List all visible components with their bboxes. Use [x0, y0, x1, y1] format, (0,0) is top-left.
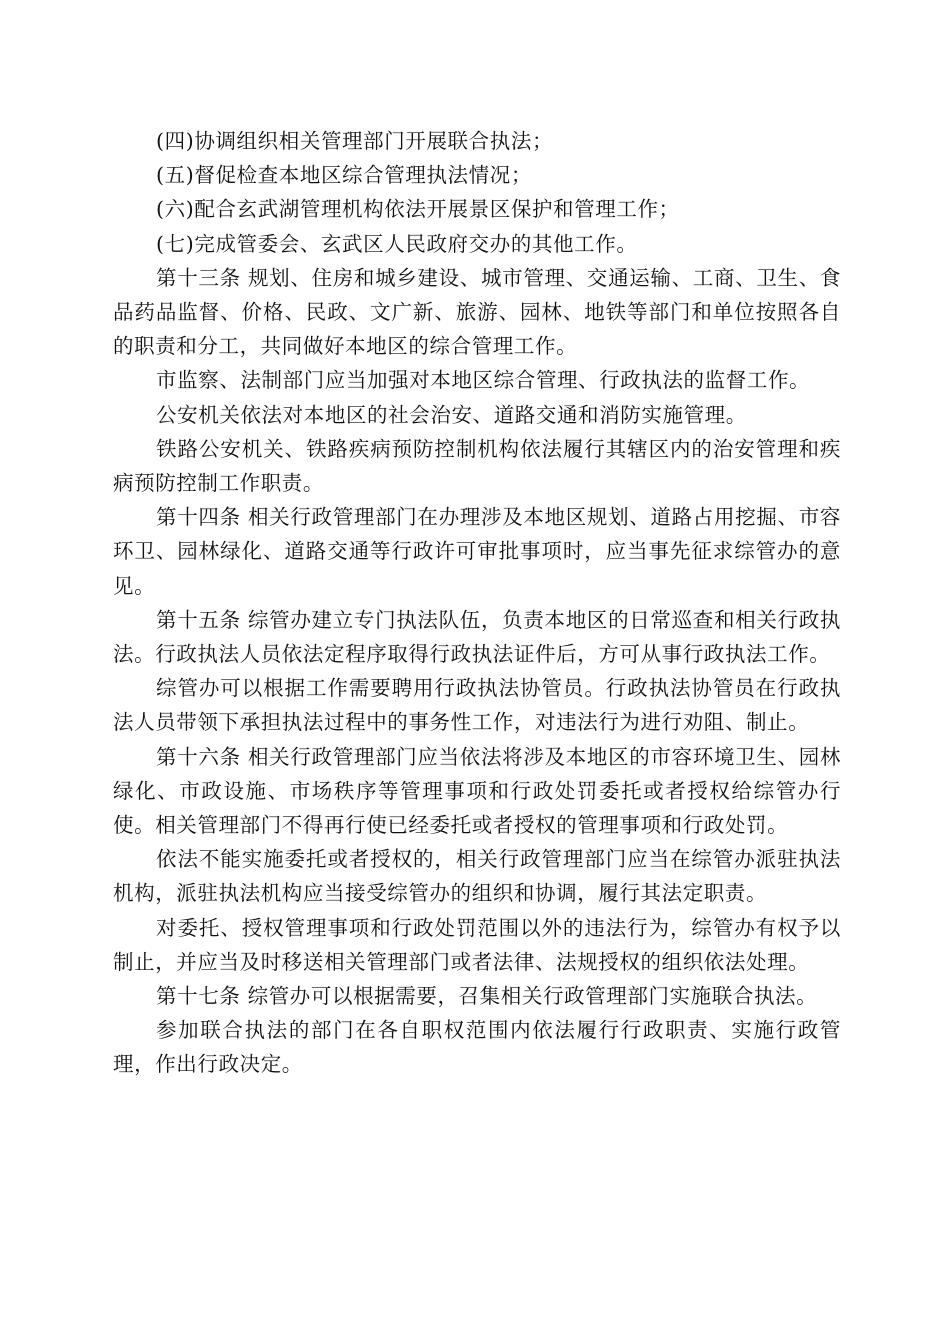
- paragraph-supervision: 市监察、法制部门应当加强对本地区综合管理、行政执法的监督工作。: [156, 368, 811, 393]
- article-17: 第十七条 综管办可以根据需要，召集相关行政管理部门实施联合执法。: [156, 984, 818, 1009]
- paragraph-public-security: 公安机关依法对本地区的社会治安、道路交通和消防实施管理。: [156, 402, 747, 427]
- paragraph-transfer: 对委托、授权管理事项和行政处罚范围以外的违法行为，综管办有权予以制止，并应当及时移送相关管理部门或者法律、法规授权的组织依法处理。: [113, 915, 841, 974]
- paragraph-item-6: (六)配合玄武湖管理机构依法开展景区保护和管理工作；: [156, 197, 680, 222]
- article-15: 第十五条 综管办建立专门执法队伍，负责本地区的日常巡查和相关行政执法。行政执法人员依法定程序取得行政执法证件后，方可从事行政执法工作。: [113, 607, 841, 667]
- article-13: 第十三条 规划、住房和城乡建设、城市管理、交通运输、工商、卫生、食品药品监督、价格、民政、文广新、旅游、园林、地铁等部门和单位按照各自的职责和分工，共同做好本地区的综合管理工作。: [113, 265, 841, 359]
- paragraph-item-5: (五)督促检查本地区综合管理执法情况；: [156, 163, 532, 188]
- paragraph-joint-enforcement: 参加联合执法的部门在各自职权范围内依法履行行政职责、实施行政管理，作出行政决定。: [113, 1018, 841, 1077]
- paragraph-railway: 铁路公安机关、铁路疾病预防控制机构依法履行其辖区内的治安管理和疾病预防控制工作职责。: [113, 436, 841, 496]
- article-14: 第十四条 相关行政管理部门在办理涉及本地区规划、道路占用挖掘、市容环卫、园林绿化、道路交通等行政许可审批事项时，应当事先征求综管办的意见。: [113, 505, 841, 598]
- paragraph-dispatch: 依法不能实施委托或者授权的，相关行政管理部门应当在综管办派驻执法机构，派驻执法机构应当接受综管办的组织和协调，履行其法定职责。: [113, 847, 841, 906]
- paragraph-assistants: 综管办可以根据工作需要聘用行政执法协管员。行政执法协管员在行政执法人员带领下承担执法过程中的事务性工作，对违法行为进行劝阻、制止。: [113, 676, 841, 735]
- paragraph-item-7: (七)完成管委会、玄武区人民政府交办的其他工作。: [156, 231, 638, 256]
- paragraph-item-4: (四)协调组织相关管理部门开展联合执法；: [156, 129, 554, 153]
- article-16: 第十六条 相关行政管理部门应当依法将涉及本地区的市容环境卫生、园林绿化、市政设施、市场秩序等管理事项和行政处罚委托或者授权给综管办行使。相关管理部门不得再行使已经委托或者授权的管理事项和行政处罚。: [113, 744, 841, 838]
- document-body: [113, 124, 841, 1082]
